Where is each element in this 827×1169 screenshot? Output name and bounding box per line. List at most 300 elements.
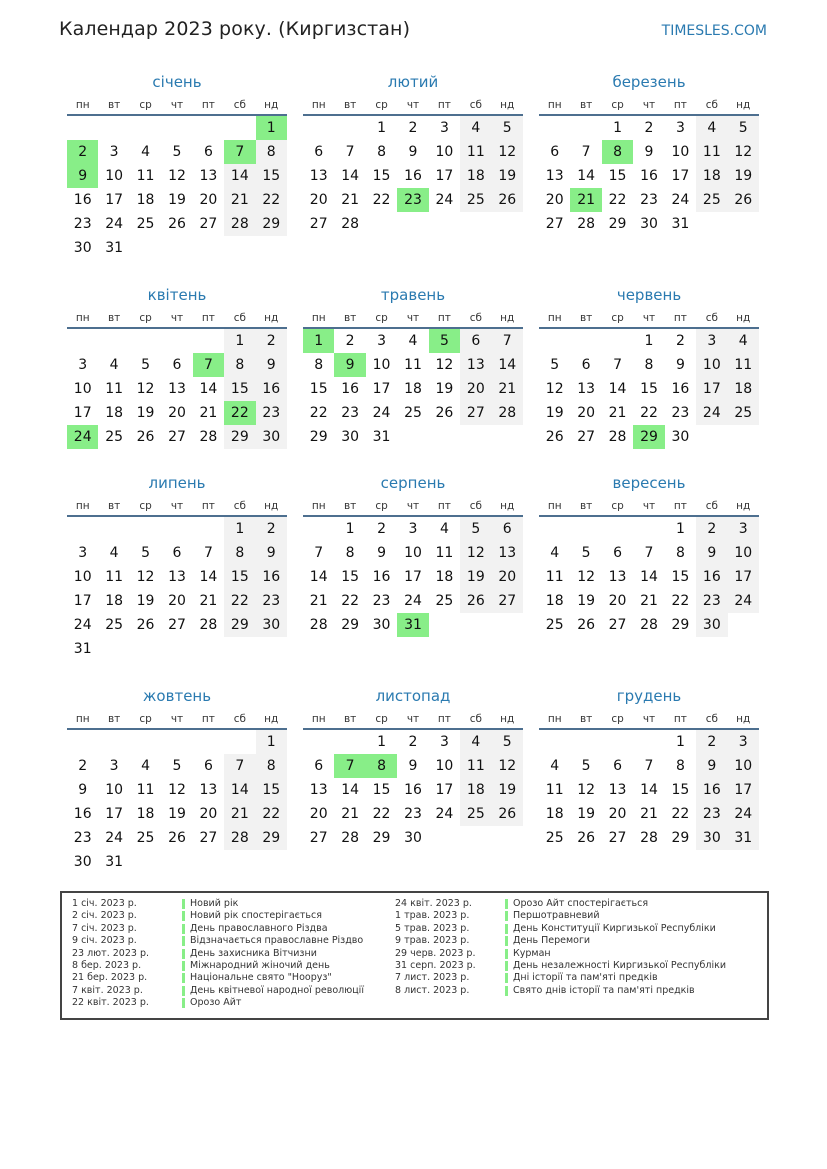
day-cell: 7 xyxy=(203,545,213,561)
month-name: листопад xyxy=(375,687,451,705)
holiday-day-cell: 7 xyxy=(193,353,224,377)
day-cell: 13 xyxy=(168,381,186,397)
empty-day-cell xyxy=(161,637,192,661)
legend-row xyxy=(72,960,364,972)
holiday-day-cell: 31 xyxy=(397,613,428,637)
weekend-day-cell: 5 xyxy=(492,730,523,754)
day-cell: 16 xyxy=(73,192,92,208)
empty-day-cell xyxy=(161,329,192,353)
day-cell: 30 xyxy=(73,854,92,870)
weekday-label: чт xyxy=(170,713,184,725)
week-row xyxy=(67,329,287,353)
weekend-day-cell: 9 xyxy=(696,754,727,778)
month-block xyxy=(67,473,287,661)
day-cell: 30 xyxy=(404,830,422,846)
empty-day-cell xyxy=(539,116,570,140)
day-cell: 14 xyxy=(640,782,658,798)
legend-date: 9 січ. 2023 р. xyxy=(72,935,137,947)
day-cell: 28 xyxy=(608,429,627,445)
weekday-label: пн xyxy=(75,713,90,725)
weekday-label: пт xyxy=(673,312,687,324)
weekday-label: чт xyxy=(406,99,420,111)
day-cell: 26 xyxy=(136,617,155,633)
holiday-day-cell: 22 xyxy=(224,401,255,425)
day-cell: 12 xyxy=(577,782,596,798)
weekend-day-cell: 14 xyxy=(492,353,523,377)
day-cell: 30 xyxy=(640,216,658,232)
week-row xyxy=(67,116,287,140)
day-cell: 8 xyxy=(345,545,355,561)
day-cell: 30 xyxy=(73,240,92,256)
weekend-day-cell: 9 xyxy=(256,353,287,377)
empty-day-cell xyxy=(256,637,287,661)
weekday-header xyxy=(539,712,759,730)
weekday-label: нд xyxy=(736,713,751,725)
weekend-day-cell: 12 xyxy=(460,541,491,565)
day-cell: 2 xyxy=(408,734,418,750)
weekday-label: пн xyxy=(311,312,326,324)
weekend-day-cell: 1 xyxy=(224,329,255,353)
week-row xyxy=(67,140,287,164)
month-block xyxy=(67,686,287,874)
weekday-label: вт xyxy=(107,500,121,512)
weekend-day-cell: 12 xyxy=(492,754,523,778)
weekend-day-cell: 10 xyxy=(696,353,727,377)
day-cell: 5 xyxy=(141,357,151,373)
weekend-day-cell: 6 xyxy=(492,517,523,541)
day-cell: 28 xyxy=(199,617,218,633)
legend-holiday-name: Відзначається православне Різдво xyxy=(190,935,364,947)
weekday-header xyxy=(67,98,287,116)
empty-day-cell xyxy=(98,116,129,140)
legend-column-left xyxy=(72,898,364,1010)
day-cell: 20 xyxy=(168,593,186,609)
day-cell: 16 xyxy=(372,569,391,585)
weekend-day-cell: 18 xyxy=(696,164,727,188)
day-cell: 25 xyxy=(435,593,454,609)
day-cell: 2 xyxy=(675,333,685,349)
legend-marker xyxy=(505,924,508,934)
day-cell: 28 xyxy=(640,617,658,633)
day-cell: 4 xyxy=(550,545,560,561)
weekend-day-cell: 22 xyxy=(256,802,287,826)
day-cell: 12 xyxy=(136,569,155,585)
day-cell: 19 xyxy=(577,806,596,822)
legend-marker xyxy=(505,961,508,971)
week-row xyxy=(303,212,523,236)
day-cell: 13 xyxy=(608,782,627,798)
weekday-label: нд xyxy=(264,500,279,512)
week-row xyxy=(303,778,523,802)
holiday-day-cell: 8 xyxy=(602,140,633,164)
weekday-label: пт xyxy=(437,713,451,725)
day-cell: 17 xyxy=(372,381,391,397)
day-cell: 26 xyxy=(136,429,155,445)
weekday-label: вт xyxy=(343,312,357,324)
day-cell: 6 xyxy=(314,758,324,774)
weekend-day-cell: 16 xyxy=(696,565,727,589)
empty-day-cell xyxy=(67,116,98,140)
day-cell: 23 xyxy=(640,192,658,208)
day-cell: 9 xyxy=(78,782,88,798)
empty-day-cell xyxy=(130,730,161,754)
holiday-day-cell: 23 xyxy=(397,188,428,212)
day-cell: 22 xyxy=(671,806,690,822)
weekday-label: нд xyxy=(264,312,279,324)
weekend-day-cell: 3 xyxy=(728,730,759,754)
day-cell: 9 xyxy=(408,758,418,774)
day-cell: 5 xyxy=(172,144,182,160)
empty-day-cell xyxy=(728,212,759,236)
week-row xyxy=(539,188,759,212)
day-cell: 21 xyxy=(309,593,328,609)
weekday-label: пн xyxy=(547,99,562,111)
weekend-day-cell: 30 xyxy=(256,613,287,637)
legend-holiday-name: Курман xyxy=(513,947,551,959)
weekend-day-cell: 6 xyxy=(460,329,491,353)
legend-date: 22 квіт. 2023 р. xyxy=(72,997,149,1009)
weekday-label: ср xyxy=(611,312,624,324)
empty-day-cell xyxy=(67,517,98,541)
weekend-day-cell: 16 xyxy=(696,778,727,802)
weekday-label: пт xyxy=(201,99,215,111)
weekend-day-cell: 3 xyxy=(696,329,727,353)
day-cell: 4 xyxy=(408,333,418,349)
month-name: червень xyxy=(616,286,682,304)
weekend-day-cell: 30 xyxy=(256,425,287,449)
legend-date: 7 січ. 2023 р. xyxy=(72,922,137,934)
weekend-day-cell: 2 xyxy=(256,329,287,353)
weekend-day-cell: 22 xyxy=(224,589,255,613)
day-cell: 5 xyxy=(141,545,151,561)
day-cell: 11 xyxy=(136,782,155,798)
day-cell: 3 xyxy=(109,144,119,160)
week-row xyxy=(67,730,287,754)
weekend-day-cell: 24 xyxy=(696,401,727,425)
day-cell: 19 xyxy=(577,593,596,609)
weekday-label: сб xyxy=(469,500,482,512)
empty-day-cell xyxy=(98,517,129,541)
day-cell: 11 xyxy=(136,168,155,184)
weekday-label: вт xyxy=(343,500,357,512)
day-cell: 7 xyxy=(314,545,324,561)
month-block xyxy=(303,473,523,637)
weekday-label: чт xyxy=(406,500,420,512)
weekday-label: пн xyxy=(311,500,326,512)
week-row xyxy=(303,425,523,449)
weekday-header xyxy=(67,499,287,517)
month-name: лютий xyxy=(387,73,439,91)
weekend-day-cell: 23 xyxy=(696,802,727,826)
day-cell: 28 xyxy=(309,617,328,633)
weekend-day-cell: 21 xyxy=(492,377,523,401)
day-cell: 11 xyxy=(435,545,454,561)
week-row xyxy=(303,517,523,541)
empty-day-cell xyxy=(67,329,98,353)
day-cell: 31 xyxy=(73,641,92,657)
site-link[interactable]: TIMESLES.COM xyxy=(661,23,767,39)
weekend-day-cell: 23 xyxy=(256,401,287,425)
day-cell: 13 xyxy=(577,381,596,397)
weekday-label: вт xyxy=(579,500,593,512)
weekday-label: чт xyxy=(642,312,656,324)
legend-date: 2 січ. 2023 р. xyxy=(72,910,137,922)
day-cell: 20 xyxy=(577,405,596,421)
day-cell: 24 xyxy=(435,806,454,822)
weekday-label: пн xyxy=(311,713,326,725)
day-cell: 27 xyxy=(199,830,218,846)
week-row xyxy=(539,212,759,236)
empty-day-cell xyxy=(193,730,224,754)
week-row xyxy=(303,802,523,826)
weekend-day-cell: 8 xyxy=(224,353,255,377)
day-cell: 26 xyxy=(168,216,186,232)
legend-row xyxy=(395,985,726,997)
day-cell: 2 xyxy=(78,758,88,774)
weekday-label: пт xyxy=(201,312,215,324)
weekday-label: сб xyxy=(705,312,718,324)
empty-day-cell xyxy=(397,425,428,449)
week-row xyxy=(67,613,287,637)
day-cell: 19 xyxy=(545,405,564,421)
week-row xyxy=(67,164,287,188)
empty-day-cell xyxy=(161,517,192,541)
weekend-day-cell: 15 xyxy=(256,778,287,802)
weekday-label: нд xyxy=(500,99,515,111)
day-cell: 17 xyxy=(435,168,454,184)
weekend-day-cell: 9 xyxy=(256,541,287,565)
weekday-label: ср xyxy=(375,312,388,324)
empty-day-cell xyxy=(161,850,192,874)
weekend-day-cell: 18 xyxy=(728,377,759,401)
legend-row xyxy=(395,923,726,935)
day-cell: 4 xyxy=(439,521,449,537)
day-cell: 15 xyxy=(640,381,658,397)
legend-date: 29 черв. 2023 р. xyxy=(395,947,476,959)
weekday-label: вт xyxy=(579,99,593,111)
day-cell: 1 xyxy=(675,521,685,537)
month-block xyxy=(67,72,287,260)
week-row xyxy=(303,377,523,401)
legend-holiday-name: День православного Різдва xyxy=(190,922,328,934)
day-cell: 27 xyxy=(199,216,218,232)
empty-day-cell xyxy=(256,236,287,260)
day-cell: 9 xyxy=(644,144,654,160)
day-cell: 20 xyxy=(309,192,328,208)
weekday-label: сб xyxy=(705,713,718,725)
week-row xyxy=(67,212,287,236)
day-cell: 13 xyxy=(545,168,564,184)
weekday-label: ср xyxy=(139,713,152,725)
empty-day-cell xyxy=(633,517,664,541)
legend-row xyxy=(395,948,726,960)
week-row xyxy=(67,754,287,778)
day-cell: 16 xyxy=(404,782,422,798)
day-cell: 16 xyxy=(671,381,690,397)
day-cell: 6 xyxy=(314,144,324,160)
holiday-legend xyxy=(60,891,769,1020)
empty-day-cell xyxy=(460,425,491,449)
weekend-day-cell: 26 xyxy=(728,188,759,212)
day-cell: 21 xyxy=(640,593,658,609)
day-cell: 28 xyxy=(199,429,218,445)
day-cell: 29 xyxy=(671,617,690,633)
weekend-day-cell: 10 xyxy=(728,754,759,778)
day-cell: 8 xyxy=(314,357,324,373)
weekend-day-cell: 11 xyxy=(460,140,491,164)
empty-day-cell xyxy=(130,637,161,661)
weekday-label: пт xyxy=(201,713,215,725)
empty-day-cell xyxy=(193,517,224,541)
legend-holiday-name: Орозо Айт спостерігається xyxy=(513,898,649,909)
empty-day-cell xyxy=(602,329,633,353)
weekday-label: нд xyxy=(500,312,515,324)
legend-marker xyxy=(182,936,185,946)
day-cell: 23 xyxy=(671,405,690,421)
day-cell: 24 xyxy=(435,192,454,208)
week-row xyxy=(67,778,287,802)
legend-row xyxy=(395,935,726,947)
empty-day-cell xyxy=(366,212,397,236)
empty-day-cell xyxy=(334,730,365,754)
week-row xyxy=(67,377,287,401)
legend-row xyxy=(395,898,726,910)
week-row xyxy=(539,517,759,541)
day-cell: 18 xyxy=(545,806,564,822)
day-cell: 5 xyxy=(550,357,560,373)
legend-holiday-name: Новий рік спостерігається xyxy=(190,910,322,922)
legend-marker xyxy=(182,986,185,996)
weekend-day-cell: 19 xyxy=(728,164,759,188)
week-row xyxy=(539,802,759,826)
day-cell: 1 xyxy=(345,521,355,537)
empty-day-cell xyxy=(130,116,161,140)
weekend-day-cell: 30 xyxy=(696,613,727,637)
day-cell: 6 xyxy=(172,357,182,373)
weekend-day-cell: 27 xyxy=(460,401,491,425)
day-cell: 20 xyxy=(309,806,328,822)
day-cell: 6 xyxy=(613,758,623,774)
week-row xyxy=(539,826,759,850)
weekend-day-cell: 1 xyxy=(256,730,287,754)
day-cell: 12 xyxy=(577,569,596,585)
month-block xyxy=(539,686,759,850)
weekend-day-cell: 5 xyxy=(492,116,523,140)
empty-day-cell xyxy=(460,212,491,236)
day-cell: 11 xyxy=(105,569,124,585)
weekend-day-cell: 13 xyxy=(492,541,523,565)
month-name: січень xyxy=(152,73,202,91)
legend-date: 31 серп. 2023 р. xyxy=(395,959,476,971)
weekday-label: нд xyxy=(264,99,279,111)
weekday-label: чт xyxy=(406,312,420,324)
holiday-day-cell: 2 xyxy=(67,140,98,164)
legend-marker xyxy=(182,924,185,934)
day-cell: 30 xyxy=(372,617,391,633)
day-cell: 21 xyxy=(341,806,360,822)
empty-day-cell xyxy=(303,730,334,754)
empty-day-cell xyxy=(303,116,334,140)
weekend-day-cell: 30 xyxy=(696,826,727,850)
legend-marker xyxy=(505,986,508,996)
day-cell: 15 xyxy=(372,782,391,798)
day-cell: 3 xyxy=(408,521,418,537)
holiday-day-cell: 29 xyxy=(633,425,664,449)
legend-date: 5 трав. 2023 р. xyxy=(395,922,470,934)
day-cell: 29 xyxy=(671,830,690,846)
weekday-label: ср xyxy=(611,500,624,512)
day-cell: 15 xyxy=(372,168,391,184)
weekday-label: пт xyxy=(673,713,687,725)
weekend-day-cell: 25 xyxy=(460,188,491,212)
weekend-day-cell: 12 xyxy=(492,140,523,164)
day-cell: 28 xyxy=(640,830,658,846)
day-cell: 4 xyxy=(109,545,119,561)
day-cell: 10 xyxy=(404,545,422,561)
weekday-label: сб xyxy=(469,312,482,324)
day-cell: 23 xyxy=(372,593,391,609)
legend-marker xyxy=(182,961,185,971)
weekday-label: нд xyxy=(500,713,515,725)
day-cell: 6 xyxy=(550,144,560,160)
empty-day-cell xyxy=(224,730,255,754)
day-cell: 13 xyxy=(168,569,186,585)
day-cell: 26 xyxy=(577,830,596,846)
day-cell: 14 xyxy=(577,168,596,184)
empty-day-cell xyxy=(492,613,523,637)
day-cell: 18 xyxy=(404,381,422,397)
day-cell: 29 xyxy=(341,617,360,633)
day-cell: 7 xyxy=(613,357,623,373)
empty-day-cell xyxy=(492,826,523,850)
week-row xyxy=(303,754,523,778)
month-name: травень xyxy=(380,286,446,304)
empty-day-cell xyxy=(193,637,224,661)
day-cell: 21 xyxy=(199,593,218,609)
weekend-day-cell: 20 xyxy=(492,565,523,589)
month-name: вересень xyxy=(612,474,686,492)
weekday-label: пн xyxy=(547,312,562,324)
day-cell: 11 xyxy=(105,381,124,397)
weekend-day-cell: 1 xyxy=(224,517,255,541)
day-cell: 13 xyxy=(199,168,218,184)
day-cell: 2 xyxy=(345,333,355,349)
day-cell: 27 xyxy=(608,617,627,633)
legend-holiday-name: День захисника Вітчизни xyxy=(190,947,317,959)
day-cell: 10 xyxy=(73,381,92,397)
day-cell: 12 xyxy=(435,357,454,373)
weekday-label: пт xyxy=(673,99,687,111)
empty-day-cell xyxy=(98,730,129,754)
day-cell: 18 xyxy=(105,593,124,609)
week-row xyxy=(67,802,287,826)
weekday-label: сб xyxy=(469,99,482,111)
week-row xyxy=(67,517,287,541)
weekend-day-cell: 9 xyxy=(696,541,727,565)
month-name: березень xyxy=(612,73,686,91)
weekend-day-cell: 18 xyxy=(460,164,491,188)
week-row xyxy=(303,565,523,589)
weekday-header xyxy=(539,499,759,517)
week-row xyxy=(67,589,287,613)
day-cell: 11 xyxy=(404,357,422,373)
legend-date: 8 бер. 2023 р. xyxy=(72,959,142,971)
legend-row xyxy=(72,910,364,922)
day-cell: 18 xyxy=(545,593,564,609)
legend-row xyxy=(395,960,726,972)
empty-day-cell xyxy=(492,425,523,449)
day-cell: 28 xyxy=(341,216,360,232)
